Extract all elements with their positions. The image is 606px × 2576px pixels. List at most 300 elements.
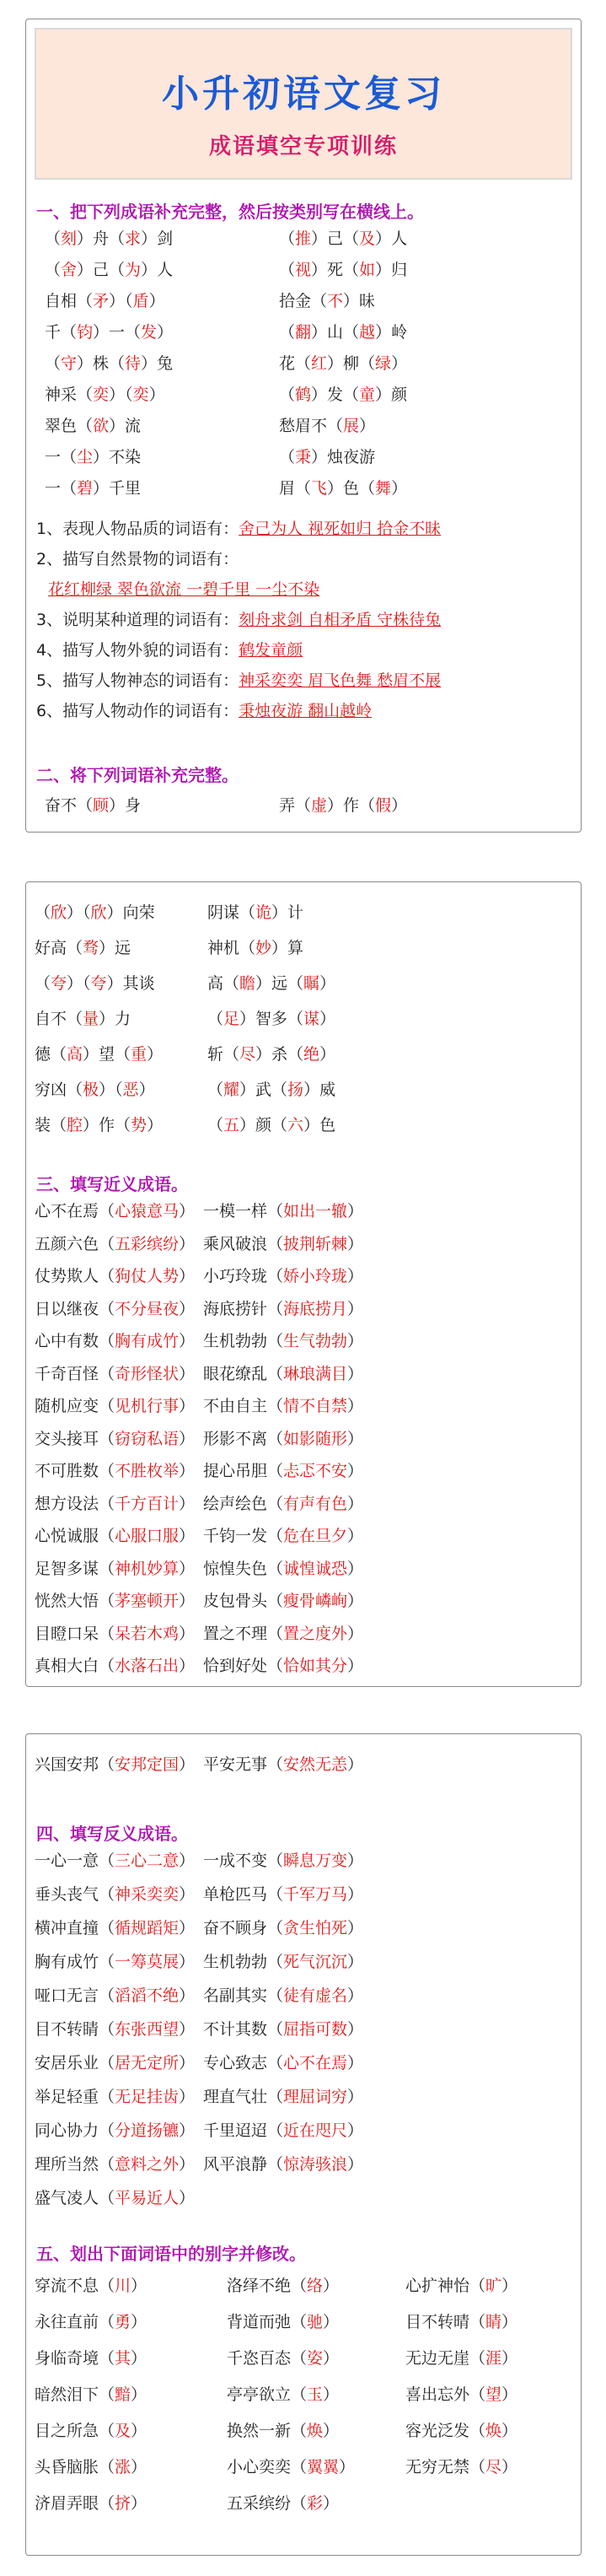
prompt-text: ） bbox=[179, 2054, 196, 2072]
answer-text: 忐忑不安 bbox=[283, 1462, 348, 1480]
answer-text: 秉 bbox=[295, 448, 312, 466]
idiom-item bbox=[35, 2310, 147, 2334]
answer-text: 如出一辙 bbox=[283, 1202, 348, 1221]
prompt-text: ） bbox=[323, 2494, 340, 2513]
answer-text: 焕 bbox=[485, 2422, 502, 2440]
prompt-text: 千里迢迢（ bbox=[203, 2121, 284, 2140]
answer-text: 近在咫尺 bbox=[283, 2121, 348, 2140]
answer-text: 绝 bbox=[303, 1045, 320, 1064]
worksheet-page-1 bbox=[25, 19, 582, 833]
answer-text: 无足挂齿 bbox=[115, 2088, 180, 2106]
idiom-item bbox=[203, 1557, 363, 1581]
prompt-text: 目瞪口呆（ bbox=[35, 1624, 115, 1643]
answer-text: 贪生怕死 bbox=[283, 1919, 348, 1937]
prompt-text: ） bbox=[179, 1592, 196, 1610]
prompt-text: ）颜（ bbox=[239, 1116, 288, 1134]
idiom-item bbox=[405, 2383, 518, 2406]
idiom-item bbox=[207, 936, 303, 960]
idiom-item bbox=[35, 972, 155, 995]
prompt-text: 举足轻重（ bbox=[35, 2088, 115, 2106]
prompt-text: （ bbox=[45, 229, 62, 248]
idiom-item bbox=[203, 1849, 363, 1873]
prompt-text: ）烛夜游 bbox=[311, 448, 376, 466]
answer-text: 川 bbox=[115, 2277, 131, 2295]
idiom-item bbox=[207, 1007, 335, 1031]
prompt-text: ） bbox=[347, 1592, 364, 1610]
answer-text: 危在旦夕 bbox=[283, 1527, 348, 1545]
answer-text: 刻 bbox=[61, 229, 78, 248]
answer-text: 勇 bbox=[115, 2313, 131, 2331]
answer-text: 死气沉沉 bbox=[283, 1953, 348, 1971]
idiom-item bbox=[45, 227, 173, 251]
prompt-text: ）死（ bbox=[311, 261, 360, 279]
prompt-text: 拾金（ bbox=[279, 292, 328, 310]
answer-text: 千军万马 bbox=[283, 1885, 348, 1904]
prompt-text: 心扩神怡（ bbox=[405, 2277, 486, 2295]
idiom-item bbox=[35, 1329, 195, 1353]
section-3-heading: 三、填写近义成语。 bbox=[36, 1174, 188, 1194]
category-label: 2、描写自然景物的词语有： bbox=[36, 550, 239, 569]
prompt-text: ）作（ bbox=[83, 1116, 131, 1134]
prompt-text: 置之不理（ bbox=[203, 1624, 284, 1643]
prompt-text: ） bbox=[147, 1116, 164, 1134]
prompt-text: ） bbox=[339, 2458, 356, 2476]
prompt-text: 洛绎不绝（ bbox=[227, 2277, 308, 2295]
answer-text: 越 bbox=[359, 323, 376, 342]
prompt-text: ） bbox=[347, 1429, 364, 1448]
idiom-item bbox=[279, 383, 407, 407]
answer-text: 势 bbox=[131, 1116, 147, 1134]
prompt-text: ）作（ bbox=[327, 796, 376, 815]
prompt-text: ） bbox=[347, 1527, 364, 1545]
prompt-text: 永往直前（ bbox=[35, 2313, 115, 2331]
idiom-item bbox=[227, 2419, 339, 2443]
idiom-item bbox=[35, 2018, 195, 2041]
prompt-text: 名副其实（ bbox=[203, 1986, 284, 2005]
prompt-text: 无边无崖（ bbox=[405, 2349, 486, 2368]
prompt-text: ） bbox=[179, 1267, 196, 1285]
prompt-text: ）智多（ bbox=[239, 1010, 304, 1028]
answer-text: 见机行事 bbox=[115, 1397, 180, 1415]
answer-text: 心猿意马 bbox=[115, 1202, 180, 1221]
answer-text: 尽 bbox=[239, 1045, 256, 1064]
prompt-text: ） bbox=[179, 1364, 196, 1383]
prompt-text: 心悦诚服（ bbox=[35, 1527, 115, 1545]
prompt-text: ） bbox=[347, 1755, 364, 1774]
prompt-text: ）不染 bbox=[93, 448, 142, 466]
answer-text: 心服口服 bbox=[115, 1527, 180, 1545]
idiom-item bbox=[35, 1199, 195, 1223]
answer-text: 耀 bbox=[223, 1081, 240, 1099]
prompt-text: 盛气凌人（ bbox=[35, 2189, 115, 2207]
answer-text: 鹤 bbox=[295, 385, 312, 404]
prompt-text: ） bbox=[347, 1299, 364, 1318]
prompt-text: 一（ bbox=[45, 448, 78, 466]
idiom-item bbox=[45, 414, 141, 438]
prompt-text: ）力 bbox=[99, 1010, 131, 1028]
prompt-text: 心中有数（ bbox=[35, 1332, 115, 1350]
prompt-text: 容光泛发（ bbox=[405, 2422, 486, 2440]
prompt-text: ）色 bbox=[303, 1116, 336, 1134]
answer-text: 瘦骨嶙峋 bbox=[283, 1592, 348, 1610]
prompt-text: 神采（ bbox=[45, 385, 94, 404]
idiom-item bbox=[35, 1113, 163, 1137]
answer-text: 展 bbox=[343, 417, 360, 435]
idiom-item bbox=[203, 2018, 363, 2041]
answer-text: 诚惶诚恐 bbox=[283, 1559, 348, 1578]
answer-text: 驰 bbox=[307, 2313, 324, 2331]
prompt-text: ）一（ bbox=[93, 323, 142, 342]
prompt-text: 一（ bbox=[45, 479, 78, 498]
prompt-text: ） bbox=[323, 2349, 340, 2368]
prompt-text: ） bbox=[131, 2349, 147, 2368]
prompt-text: ）舟（ bbox=[77, 229, 126, 248]
prompt-text: 高（ bbox=[207, 974, 240, 993]
answer-text: 扬 bbox=[287, 1081, 304, 1099]
idiom-item bbox=[45, 321, 173, 344]
prompt-text: 目不转晴（ bbox=[405, 2313, 486, 2331]
prompt-text: ） bbox=[359, 417, 376, 435]
prompt-text: ） bbox=[179, 1624, 196, 1643]
answer-text: 发 bbox=[141, 323, 158, 342]
idiom-item bbox=[35, 1078, 155, 1102]
prompt-text: ） bbox=[347, 1919, 364, 1937]
prompt-text: （ bbox=[279, 448, 296, 466]
idiom-item bbox=[35, 2119, 195, 2142]
answer-text: 翼翼 bbox=[307, 2458, 340, 2476]
idiom-item bbox=[35, 2186, 195, 2210]
prompt-text: 足智多谋（ bbox=[35, 1559, 115, 1578]
prompt-text: 同心协力（ bbox=[35, 2121, 115, 2140]
prompt-text: ） bbox=[501, 2277, 518, 2295]
answer-text: 海底捞月 bbox=[283, 1299, 348, 1318]
answer-text: 屈指可数 bbox=[283, 2020, 348, 2039]
idiom-item bbox=[35, 2455, 147, 2479]
answer-text: 尘 bbox=[77, 448, 94, 466]
idiom-item bbox=[207, 901, 303, 924]
prompt-text: ） bbox=[179, 1953, 196, 1971]
prompt-text: ）人 bbox=[141, 261, 174, 279]
prompt-text: 自不（ bbox=[35, 1010, 83, 1028]
category-label: 3、说明某种道理的词语有： bbox=[36, 611, 239, 629]
answer-text: 居无定所 bbox=[115, 2054, 180, 2072]
idiom-item bbox=[35, 1916, 195, 1940]
answer-text: 碧 bbox=[77, 479, 94, 498]
prompt-text: ） bbox=[179, 2189, 196, 2207]
idiom-item bbox=[35, 2274, 147, 2298]
category-line bbox=[36, 639, 303, 662]
idiom-item bbox=[203, 1753, 363, 1776]
section-1-heading: 一、把下列成语补充完整，然后按类别写在横线上。 bbox=[36, 202, 424, 222]
answer-text: 待 bbox=[125, 354, 142, 373]
prompt-text: （ bbox=[279, 385, 296, 404]
answer-text: 奕 bbox=[132, 385, 149, 404]
prompt-text: （ bbox=[279, 229, 296, 248]
prompt-text: 平安无事（ bbox=[203, 1755, 284, 1774]
prompt-text: ） bbox=[347, 1953, 364, 1971]
idiom-item bbox=[35, 1622, 195, 1646]
answer-text: 欲 bbox=[93, 417, 110, 435]
prompt-text: 哑口无言（ bbox=[35, 1986, 115, 2005]
worksheet-page-2 bbox=[25, 881, 582, 1687]
prompt-text: ） bbox=[323, 2385, 340, 2404]
prompt-text: 不计其数（ bbox=[203, 2020, 284, 2039]
prompt-text: 一模一样（ bbox=[203, 1202, 284, 1221]
prompt-text: ） bbox=[347, 1397, 364, 1415]
prompt-text: ）威 bbox=[303, 1081, 336, 1099]
category-answer: 神采奕奕 眉飞色舞 愁眉不展 bbox=[239, 671, 442, 690]
prompt-text: 目不转睛（ bbox=[35, 2020, 115, 2039]
prompt-text: 随机应变（ bbox=[35, 1397, 115, 1415]
answer-text: 胸有成竹 bbox=[115, 1332, 180, 1350]
prompt-text: （ bbox=[279, 323, 296, 342]
prompt-text: ） bbox=[347, 1462, 364, 1480]
answer-text: 焕 bbox=[307, 2422, 324, 2440]
answer-text: 绿 bbox=[375, 354, 392, 373]
answer-text: 盾 bbox=[132, 292, 149, 310]
prompt-text: 垂头丧气（ bbox=[35, 1885, 115, 1904]
answer-text: 生气勃勃 bbox=[283, 1332, 348, 1350]
prompt-text: ）（ bbox=[109, 385, 133, 404]
answer-text: 欣 bbox=[90, 903, 107, 922]
prompt-text: ） bbox=[131, 2422, 147, 2440]
answer-text: 惊涛骇浪 bbox=[283, 2155, 348, 2174]
prompt-text: ）剑 bbox=[141, 229, 174, 248]
prompt-text: ） bbox=[148, 292, 165, 310]
prompt-text: （ bbox=[207, 1116, 224, 1134]
category-line bbox=[36, 699, 372, 723]
category-answer: 舍己为人 视死如归 拾金不昧 bbox=[239, 520, 442, 538]
idiom-item bbox=[203, 1589, 363, 1613]
answer-text: 奇形怪状 bbox=[115, 1364, 180, 1383]
prompt-text: 仗势欺人（ bbox=[35, 1267, 115, 1285]
prompt-text: ） bbox=[501, 2313, 518, 2331]
prompt-text: ） bbox=[179, 1202, 196, 1221]
answer-text: 神采奕奕 bbox=[115, 1885, 180, 1904]
answer-text: 一筹莫展 bbox=[115, 1953, 180, 1971]
answer-text: 意料之外 bbox=[115, 2155, 180, 2174]
prompt-text: ） bbox=[179, 1851, 196, 1870]
prompt-text: 横冲直撞（ bbox=[35, 1919, 115, 1937]
idiom-item bbox=[227, 2455, 355, 2479]
prompt-text: ） bbox=[157, 323, 174, 342]
prompt-text: ） bbox=[391, 354, 408, 373]
answer-text: 腔 bbox=[67, 1116, 83, 1134]
prompt-text: ）色（ bbox=[327, 479, 376, 498]
prompt-text: 胸有成竹（ bbox=[35, 1953, 115, 1971]
answer-text: 及 bbox=[359, 229, 376, 248]
prompt-text: ） bbox=[179, 1234, 196, 1253]
prompt-text: ）（ bbox=[109, 292, 133, 310]
prompt-text: 千（ bbox=[45, 323, 78, 342]
idiom-item bbox=[203, 2119, 363, 2142]
prompt-text: ） bbox=[179, 1755, 196, 1774]
prompt-text: ）武（ bbox=[239, 1081, 288, 1099]
answer-text: 瞩 bbox=[303, 974, 320, 993]
prompt-text: 亭亭欲立（ bbox=[227, 2385, 308, 2404]
idiom-item bbox=[203, 1883, 363, 1906]
prompt-text: ） bbox=[179, 1559, 196, 1578]
idiom-item bbox=[35, 1883, 195, 1906]
prompt-text: 五颜六色（ bbox=[35, 1234, 115, 1253]
prompt-text: 弄（ bbox=[279, 796, 312, 815]
idiom-item bbox=[279, 414, 375, 438]
prompt-text: ）归 bbox=[375, 261, 408, 279]
idiom-item bbox=[207, 1078, 335, 1102]
idiom-item bbox=[279, 289, 375, 313]
answer-text: 络 bbox=[307, 2277, 324, 2295]
idiom-item bbox=[203, 1232, 363, 1256]
idiom-item bbox=[45, 445, 141, 469]
prompt-text: （ bbox=[35, 903, 51, 922]
prompt-text: 理所当然（ bbox=[35, 2155, 115, 2174]
answer-text: 披荆斩棘 bbox=[283, 1234, 348, 1253]
prompt-text: 小心奕奕（ bbox=[227, 2458, 308, 2476]
prompt-text: 恍然大悟（ bbox=[35, 1592, 115, 1610]
prompt-text: ） bbox=[347, 2088, 364, 2106]
idiom-item bbox=[227, 2274, 339, 2298]
answer-text: 涯 bbox=[485, 2349, 502, 2368]
idiom-item bbox=[35, 1589, 195, 1613]
prompt-text: ） bbox=[179, 1462, 196, 1480]
prompt-text: ） bbox=[347, 2020, 364, 2039]
prompt-text: ） bbox=[179, 1397, 196, 1415]
category-line bbox=[48, 578, 319, 601]
prompt-text: ） bbox=[131, 2313, 147, 2331]
answer-text: 足 bbox=[223, 1010, 240, 1028]
prompt-text: 想方设法（ bbox=[35, 1494, 115, 1513]
answer-text: 挤 bbox=[115, 2494, 131, 2513]
prompt-text: ） bbox=[347, 1332, 364, 1350]
answer-text: 诡 bbox=[255, 903, 272, 922]
prompt-text: ）向荣 bbox=[106, 903, 155, 922]
prompt-text: （ bbox=[207, 1081, 224, 1099]
answer-text: 其 bbox=[115, 2349, 131, 2368]
prompt-text: ） bbox=[347, 1657, 364, 1675]
idiom-item bbox=[203, 2085, 363, 2109]
prompt-text: ）昧 bbox=[343, 292, 376, 310]
idiom-item bbox=[203, 1916, 363, 1940]
idiom-item bbox=[203, 1622, 363, 1646]
category-label: 6、描写人物动作的词语有： bbox=[36, 702, 239, 720]
section-4-heading: 四、填写反义成语。 bbox=[36, 1824, 188, 1844]
prompt-text: ） bbox=[347, 1851, 364, 1870]
prompt-text: ）株（ bbox=[77, 354, 126, 373]
idiom-item bbox=[203, 1492, 363, 1516]
prompt-text: ） bbox=[347, 1364, 364, 1383]
prompt-text: ）计 bbox=[271, 903, 304, 922]
idiom-item bbox=[35, 2051, 195, 2075]
answer-text: 理屈词穷 bbox=[283, 2088, 348, 2106]
prompt-text: 奋不顾身（ bbox=[203, 1919, 284, 1937]
answer-text: 骛 bbox=[83, 939, 99, 957]
idiom-item bbox=[203, 1264, 363, 1288]
prompt-text: 千奇百怪（ bbox=[35, 1364, 115, 1383]
prompt-text: 形影不离（ bbox=[203, 1429, 284, 1448]
answer-text: 钧 bbox=[77, 323, 94, 342]
prompt-text: ） bbox=[323, 2277, 340, 2295]
idiom-item bbox=[35, 1459, 195, 1483]
idiom-item bbox=[35, 1297, 195, 1321]
prompt-text: 自相（ bbox=[45, 292, 94, 310]
prompt-text: ） bbox=[323, 2422, 340, 2440]
answer-text: 东张西望 bbox=[115, 2020, 180, 2039]
answer-text: 安邦定国 bbox=[115, 1755, 180, 1774]
prompt-text: （ bbox=[207, 1010, 224, 1028]
prompt-text: ） bbox=[391, 479, 408, 498]
prompt-text: 皮包骨头（ bbox=[203, 1592, 284, 1610]
prompt-text: ）（ bbox=[67, 974, 91, 993]
idiom-item bbox=[279, 227, 407, 251]
answer-text: 顾 bbox=[93, 796, 110, 815]
idiom-item bbox=[203, 1297, 363, 1321]
prompt-text: ）柳（ bbox=[327, 354, 376, 373]
answer-text: 有声有色 bbox=[283, 1494, 348, 1513]
prompt-text: ）望（ bbox=[83, 1045, 131, 1064]
prompt-text: 专心致志（ bbox=[203, 2054, 284, 2072]
prompt-text: ） bbox=[347, 1234, 364, 1253]
prompt-text: 装（ bbox=[35, 1116, 67, 1134]
idiom-item bbox=[207, 1113, 335, 1137]
idiom-item bbox=[203, 1362, 363, 1386]
answer-text: 置之度外 bbox=[283, 1624, 348, 1643]
prompt-text: ） bbox=[347, 1624, 364, 1643]
prompt-text: ） bbox=[501, 2349, 518, 2368]
prompt-text: 背道而弛（ bbox=[227, 2313, 308, 2331]
answer-text: 姿 bbox=[307, 2349, 324, 2368]
answer-text: 高 bbox=[67, 1045, 83, 1064]
answer-text: 玉 bbox=[307, 2385, 324, 2404]
prompt-text: ） bbox=[179, 1986, 196, 2005]
answer-text: 极 bbox=[83, 1081, 99, 1099]
prompt-text: ）远（ bbox=[255, 974, 304, 993]
prompt-text: 惊惶失色（ bbox=[203, 1559, 284, 1578]
prompt-text: ） bbox=[179, 1494, 196, 1513]
answer-text: 如 bbox=[359, 261, 376, 279]
prompt-text: 单枪匹马（ bbox=[203, 1885, 284, 1904]
idiom-item bbox=[227, 2310, 339, 2334]
idiom-item bbox=[203, 1654, 363, 1678]
prompt-text: 头昏脑胀（ bbox=[35, 2458, 115, 2476]
idiom-item bbox=[35, 1849, 195, 1873]
prompt-text: 无穷无禁（ bbox=[405, 2458, 486, 2476]
answer-text: 重 bbox=[131, 1045, 147, 1064]
idiom-item bbox=[279, 352, 407, 375]
prompt-text: 海底捞针（ bbox=[203, 1299, 284, 1318]
prompt-text: ）岭 bbox=[375, 323, 408, 342]
prompt-text: 一心一意（ bbox=[35, 1851, 115, 1870]
answer-text: 假 bbox=[375, 796, 392, 815]
answer-text: 舍 bbox=[61, 261, 78, 279]
idiom-item bbox=[35, 1950, 195, 1974]
prompt-text: ） bbox=[179, 1885, 196, 1904]
category-label: 5、描写人物神态的词语有： bbox=[36, 671, 239, 690]
category-label: 4、描写人物外貌的词语有： bbox=[36, 641, 239, 660]
idiom-item bbox=[35, 2347, 147, 2370]
prompt-text: 目之所急（ bbox=[35, 2422, 115, 2440]
answer-text: 夸 bbox=[90, 974, 107, 993]
prompt-text: ） bbox=[131, 2277, 147, 2295]
prompt-text: 换然一新（ bbox=[227, 2422, 308, 2440]
prompt-text: ）己（ bbox=[77, 261, 126, 279]
answer-text: 循规蹈矩 bbox=[115, 1919, 180, 1937]
prompt-text: 千钧一发（ bbox=[203, 1527, 284, 1545]
category-answer: 秉烛夜游 翻山越岭 bbox=[239, 702, 373, 720]
idiom-item bbox=[35, 1557, 195, 1581]
prompt-text: ）人 bbox=[375, 229, 408, 248]
answer-text: 红 bbox=[311, 354, 328, 373]
answer-text: 不 bbox=[327, 292, 344, 310]
